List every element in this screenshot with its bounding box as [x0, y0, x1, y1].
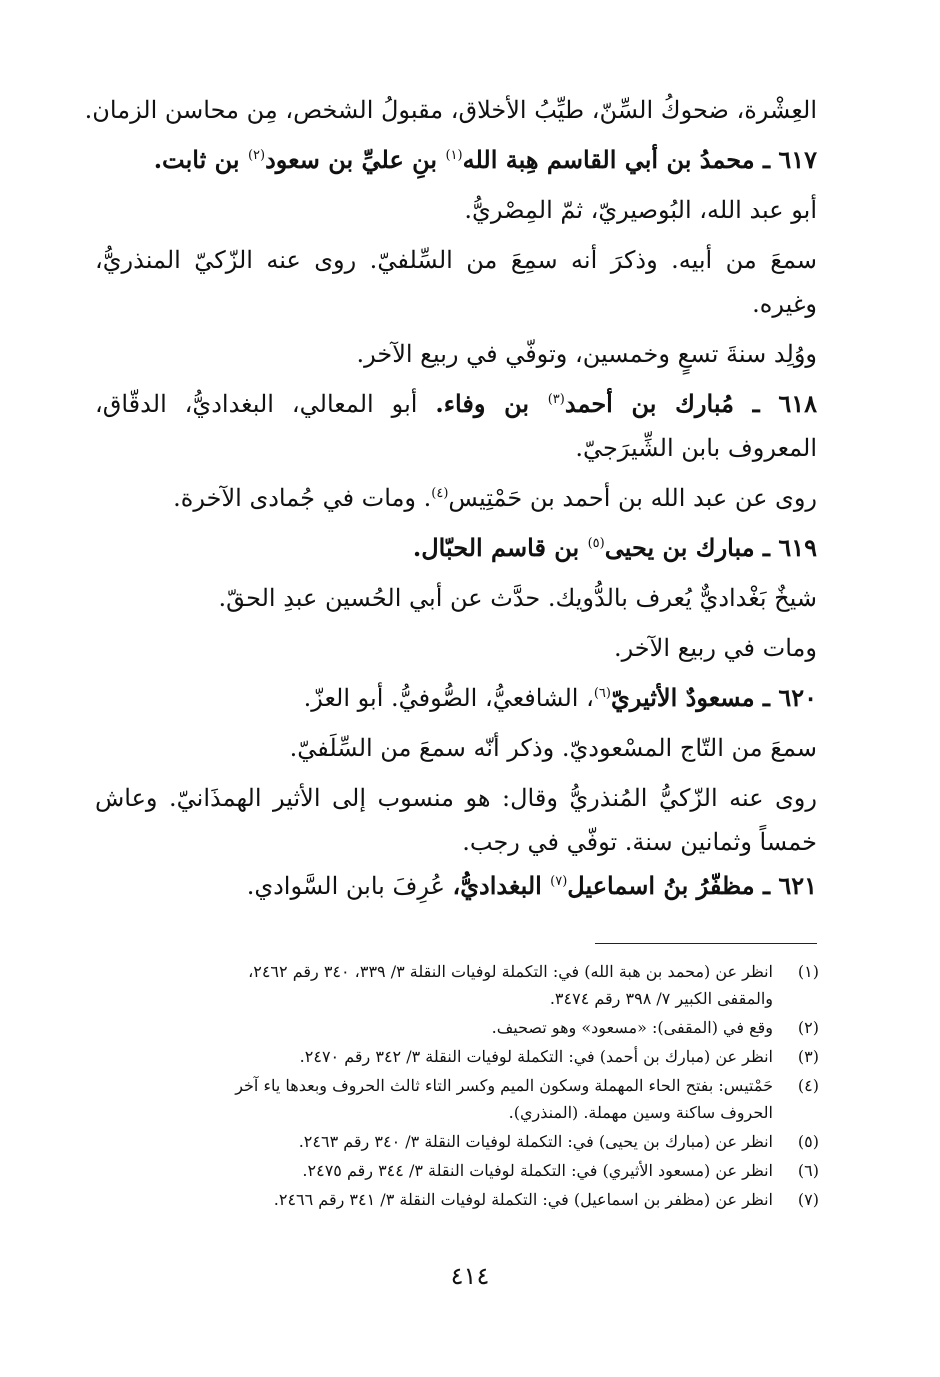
footnote-4: [103, 1072, 819, 1126]
entry-618-heading: [95, 382, 817, 426]
footnote-7: [103, 1186, 819, 1213]
text-span: . ومات في جُمادى الآخرة.: [173, 484, 432, 512]
footnote-text: وقع في (المقفى): «مسعود» وهو تصحيف.: [491, 1018, 773, 1037]
footnote-number: (٤): [797, 1076, 819, 1095]
footnote-number: (٢): [797, 1018, 819, 1037]
entry-620-desc: ، الشافعيُّ، الصُّوفيُّ. أبو العزّ.: [303, 684, 594, 712]
text-line: سمعَ من التّاج المسْعوديّ. وذكر أنّه سمعَ من السِّلَفيّ.: [289, 734, 817, 762]
footnote-ref-4: (٤): [431, 486, 449, 501]
entry-617-name-end: بن ثابت.: [153, 145, 248, 174]
footnote-text: انظر عن (مظفر بن اسماعيل) في: التكملة لوفيات النقلة ٣/ ٣٤١ رقم ٢٤٦٦.: [273, 1190, 773, 1209]
footnote-ref-3: (٣): [547, 392, 565, 407]
text-line: أبو عبد الله، البُوصيريّ، ثمّ المِصْريُّ.: [464, 196, 817, 224]
entry-621-name-end: البغداديُّ،: [452, 871, 551, 900]
footnote-ref-7: (٧): [550, 874, 568, 889]
footnote-ref-2: (٢): [247, 148, 266, 163]
text-line: العِشْرة، ضحوكُ السِّنّ، طيِّبُ الأخلاق، مقبولُ الشخص، مِن محاسن الزمان.: [84, 96, 817, 124]
page-number: ٤١٤: [450, 1262, 490, 1290]
footnote-text: الحروف ساكنة وسين مهملة. (المنذري).: [508, 1103, 773, 1122]
footnotes: [103, 958, 819, 1215]
text-line: وغيره.: [752, 290, 817, 318]
entry-621-desc: عُرِفَ بابن السَّوادي.: [246, 872, 453, 900]
entry-619-name-end: بن قاسم الحبّال.: [412, 533, 588, 562]
text-line: خمساً وثمانين سنة. توفّي في رجب.: [462, 828, 817, 856]
footnote-text: انظر عن (مسعود الأثيري) في: التكملة لوفيات النقلة ٣/ ٣٤٤ رقم ٢٤٧٥.: [302, 1161, 773, 1180]
text-line: ومات في ربيع الآخر.: [613, 634, 817, 662]
footnote-divider: [595, 943, 817, 944]
entry-618-name-end: بن وفاء.: [435, 389, 548, 418]
entry-618-kunya: أبو المعالي، البغداديُّ، الدقّاق،: [95, 390, 436, 418]
entry-619-heading: [95, 526, 817, 570]
footnote-number: (١): [797, 962, 819, 981]
entry-620-heading: [95, 676, 817, 720]
footnote-text: حَمْتيس: بفتح الحاء المهملة وسكون الميم وكسر التاء ثالث الحروف وبعدها ياء آخر: [235, 1076, 773, 1095]
footnote-number: (٧): [797, 1190, 819, 1209]
footnote-6: [103, 1157, 819, 1184]
footnote-ref-5: (٥): [587, 536, 605, 551]
entry-621-heading: [95, 864, 817, 908]
footnote-number: (٣): [797, 1047, 819, 1066]
footnote-ref-1: (١): [445, 148, 463, 163]
footnote-number: (٥): [797, 1132, 819, 1151]
text-span: روى عن عبد الله بن أحمد بن حَمْتِيس: [448, 484, 817, 512]
entry-619-name: ٦١٩ ـ مبارك بن يحيى: [604, 533, 817, 562]
text-line: ووُلِد سنةَ تسعٍ وخمسين، وتوفّي في ربيع الآخر.: [356, 340, 817, 368]
footnote-text: انظر عن (مبارك بن يحيى) في: التكملة لوفيات النقلة ٣/ ٣٤٠ رقم ٢٤٦٣.: [298, 1132, 773, 1151]
entry-617-name-cont: بنِ عليِّ بن سعود: [265, 145, 446, 174]
text-line: سمعَ من أبيه. وذكرَ أنه سمِعَ من السِّلفيّ. روى عنه الزّكيّ المنذريُّ،: [95, 246, 817, 274]
footnote-1: [103, 958, 819, 1012]
footnote-text: والمقفى الكبير ٧/ ٣٩٨ رقم ٣٤٧٤.: [549, 989, 773, 1008]
text-line: شيخٌ بَغْداديٌّ يُعرف بالدُّويك. حدَّث عن أبي الحُسين عبدِ الحقّ.: [218, 584, 817, 612]
footnote-text: انظر عن (مبارك بن أحمد) في: التكملة لوفيات النقلة ٣/ ٣٤٢ رقم ٢٤٧٠.: [299, 1047, 773, 1066]
entry-620-name: ٦٢٠ ـ مسعودٌ الأثيريّ: [610, 683, 817, 712]
footnote-text: انظر عن (محمد بن هبة الله) في: التكملة لوفيات النقلة ٣/ ٣٣٩، ٣٤٠ رقم ٢٤٦٢،: [248, 962, 773, 981]
entry-617-name: ٦١٧ ـ محمدُ بن أبي القاسم هِبة الله: [462, 145, 817, 174]
main-text: [84, 88, 817, 908]
text-line: المعروف بابن الشِّيرَجيّ.: [575, 434, 817, 462]
entry-617-heading: [95, 138, 817, 182]
footnote-5: [103, 1128, 819, 1155]
footnote-ref-6: (٦): [593, 686, 611, 701]
footnote-number: (٦): [797, 1161, 819, 1180]
footnote-3: [103, 1043, 819, 1070]
entry-618-name: ٦١٨ ـ مُبارك بن أحمد: [564, 389, 817, 418]
entry-621-name: ٦٢١ ـ مظفّرُ بنُ اسماعيل: [567, 871, 817, 900]
entry-618-detail: [95, 476, 817, 520]
footnote-2: [103, 1014, 819, 1041]
text-line: روى عنه الزّكيُّ المُنذريُّ وقال: هو منسوب إلى الأثير الهمذَانيّ. وعاش: [95, 784, 817, 812]
